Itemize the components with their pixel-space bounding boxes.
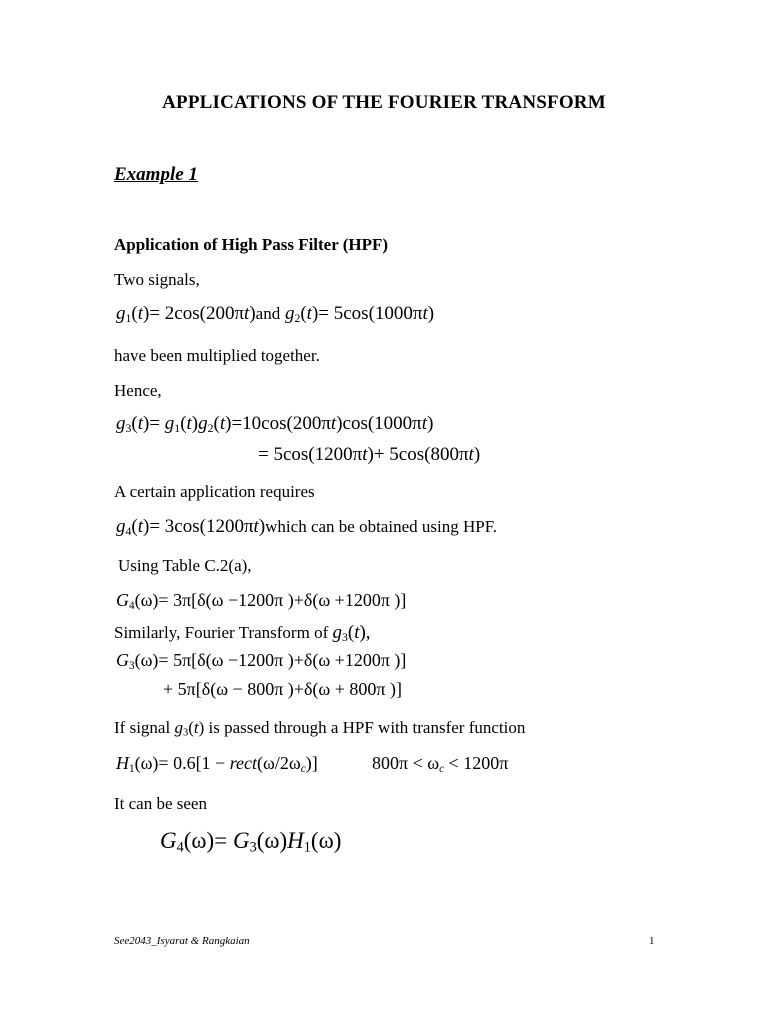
equation-cutoff-range: $800\pi < \omega_c < 1200\pi$ bbox=[372, 753, 509, 775]
equation-g1-g2: $g_1(t)= 2\cos(200\pi t)and$ $g_2(t)= 5\cos(1000\pi t)$ bbox=[116, 303, 435, 325]
paragraph-multiplied: have been multiplied together. bbox=[114, 346, 320, 365]
equation-G4-omega: $G_4(\omega)= 3\pi[\delta(\omega -1200\pi$ )+δ(ω +1200π )] bbox=[116, 590, 407, 612]
equation-G4-product: $G_4(\omega)= G_3(\omega)H_1(\omega)$ bbox=[160, 828, 342, 856]
equation-H1: $H_1(\omega)= 0.6[1$ − $rect(\omega/2\omega_c)$] bbox=[116, 753, 318, 775]
paragraph-similarly: Similarly, Fourier Transform of $g_3(t)$, bbox=[114, 622, 371, 644]
paragraph-similarly-text: Similarly, Fourier Transform of bbox=[114, 623, 329, 642]
equation-g4-tail: which can be obtained using HPF. bbox=[265, 517, 498, 536]
paragraph-using-table: Using Table C.2(a), bbox=[118, 556, 252, 575]
equation-g3-line2: = 5cos(1200πt)+ 5cos(800πt) bbox=[258, 444, 481, 465]
footer-page-number: 1 bbox=[649, 935, 655, 947]
footer-course-label: See2043_Isyarat & Rangkaian bbox=[114, 935, 250, 947]
equation-G3-line1: $G_3(\omega)= 5\pi[\delta(\omega -1200\pi$ )+δ(ω +1200π )] bbox=[116, 650, 407, 672]
paragraph-it-can-be-seen: It can be seen bbox=[114, 794, 207, 813]
equation-g4: $g_4(t)=$ 3cos(1200πt)which can be obtained using HPF. bbox=[116, 516, 498, 538]
section-heading: Application of High Pass Filter (HPF) bbox=[114, 235, 389, 254]
paragraph-two-signals: Two signals, bbox=[114, 270, 200, 289]
equation-connector: and bbox=[255, 304, 281, 323]
paragraph-hence: Hence, bbox=[114, 381, 162, 400]
page-title: APPLICATIONS OF THE FOURIER TRANSFORM bbox=[162, 92, 606, 113]
paragraph-if-signal-a: If signal bbox=[114, 718, 171, 737]
example-label: Example 1 bbox=[114, 164, 198, 185]
equation-g3-line1: $g_3(t)= g_1(t)g_2(t)=10\cos(200\pi t)\cos(1000\pi t)$ bbox=[116, 413, 434, 435]
equation-G3-line2: + 5π[δ(ω − 800π )+δ(ω + 800π )] bbox=[163, 679, 402, 699]
paragraph-if-signal: If signal $g_3(t)$ is passed through a HPF with transfer function bbox=[114, 718, 526, 739]
paragraph-certain-application: A certain application requires bbox=[114, 482, 315, 501]
paragraph-if-signal-b: is passed through a HPF with transfer function bbox=[208, 718, 526, 737]
